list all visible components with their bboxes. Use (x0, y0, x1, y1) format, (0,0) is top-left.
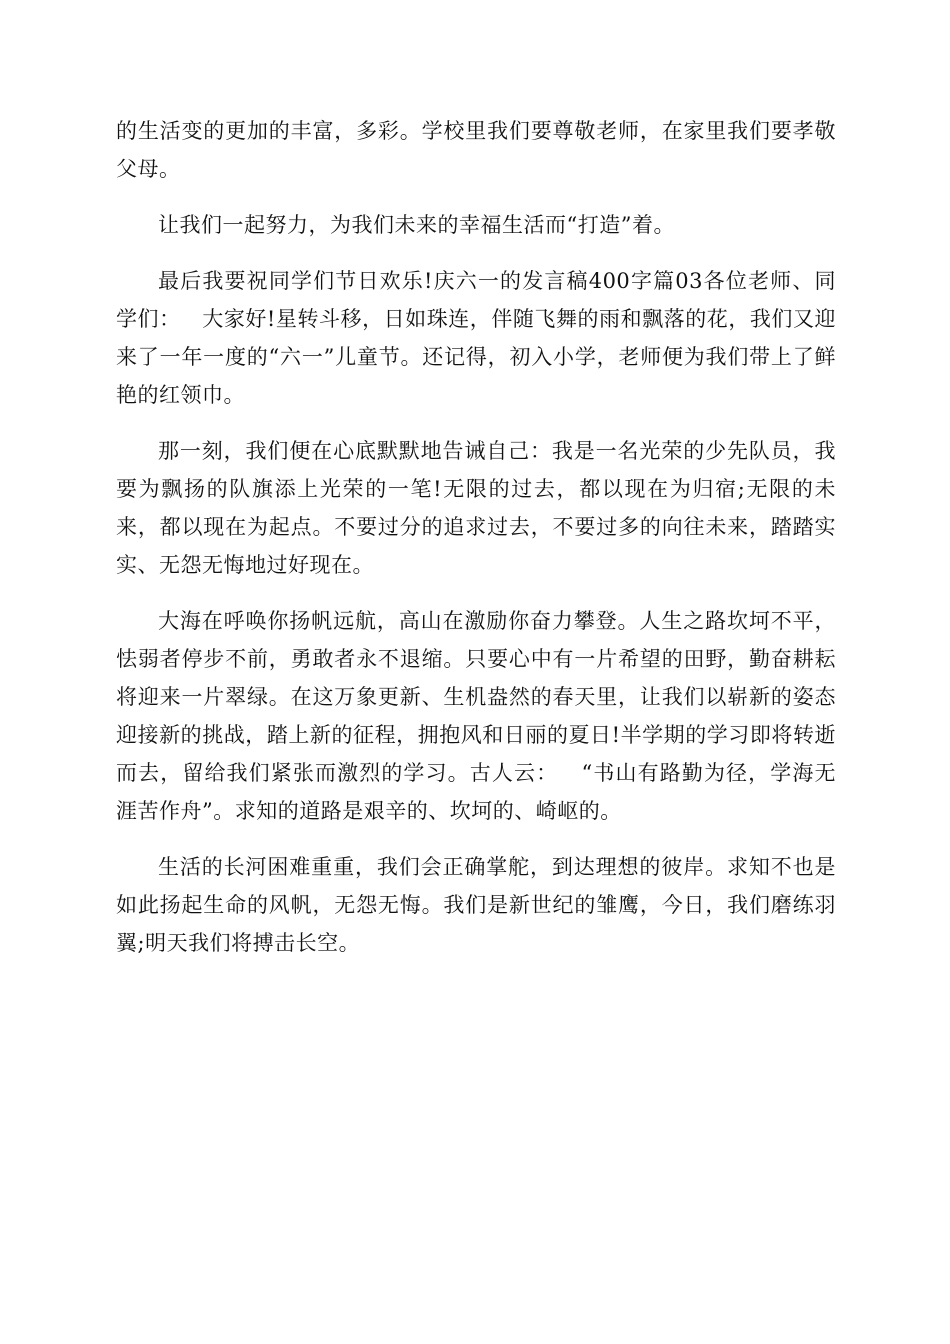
paragraph-2: 让我们一起努力，为我们未来的幸福生活而“打造”着。 (158, 213, 675, 237)
paragraph-4: 那一刻，我们便在心底默默地告诫自己：我是一名光荣的少先队员，我要为飘扬的队旗添上光荣的一笔!无限的过去，都以现在为归宿;无限的未来，都以现在为起点。不要过分的追求过去，不要过多的向往未来，踏踏实实、无怨无悔地过好现在。 (116, 439, 836, 577)
paragraph-1: 的生活变的更加的丰富，多彩。学校里我们要尊敬老师，在家里我们要孝敬父母。 (116, 119, 836, 181)
paragraph-5: 大海在呼唤你扬帆远航，高山在激励你奋力攀登。人生之路坎坷不平，怯弱者停步不前，勇敢者永不退缩。只要心中有一片希望的田野，勤奋耕耘将迎来一片翠绿。在这万象更新、生机盎然的春天里，让我们以崭新的姿态迎接新的挑战，踏上新的征程，拥抱风和日丽的夏日!半学期的学习即将转逝而去，留给我们紧张而激烈的学习。古人云： “书山有路勤为径，学海无涯苦作舟”。求知的道路是艰辛的、坎坷的、崎岖的。 (116, 609, 836, 823)
paragraph-3: 最后我要祝同学们节日欢乐!庆六一的发言稿400字篇03各位老师、同学们： 大家好!星转斗移，日如珠连，伴随飞舞的雨和飘落的花，我们又迎来了一年一度的“六一”儿童节。还记得，初入小学，老师便为我们带上了鲜艳的红领巾。 (116, 269, 836, 407)
document-body (116, 112, 836, 980)
paragraph-6: 生活的长河困难重重，我们会正确掌舵，到达理想的彼岸。求知不也是如此扬起生命的风帆，无怨无悔。我们是新世纪的雏鹰，今日，我们磨练羽翼;明天我们将搏击长空。 (116, 855, 836, 955)
